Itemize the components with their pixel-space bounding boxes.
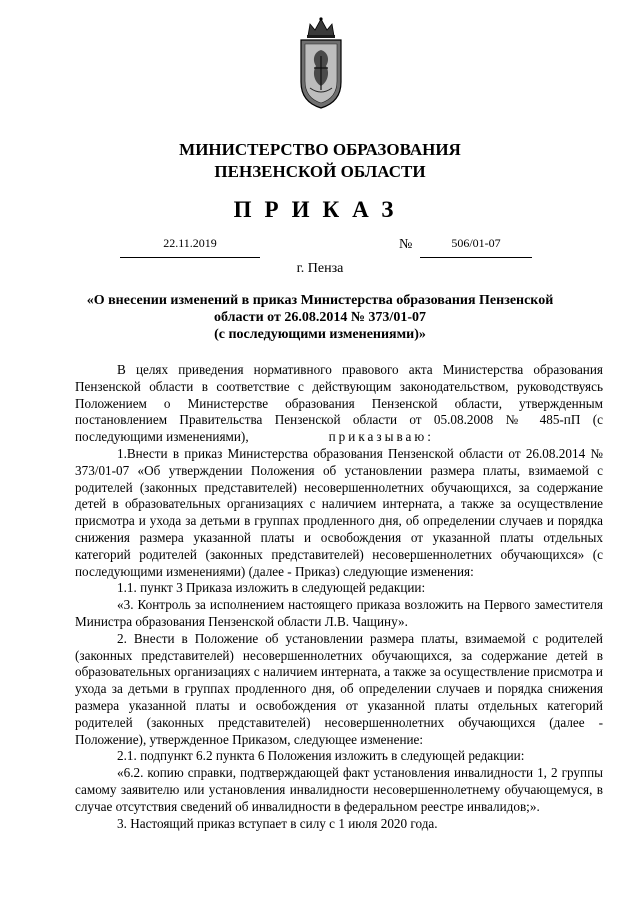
- clause-1: 1.Внести в приказ Министерства образования Пензенской области от 26.08.2014 № 373/01-07 «Об утверждении Положения об установлении размера платы, взимаемой с родителей (законных представителей) несовершеннолетних обучающихся, за содержание детей в образовательных организациях с наличием интерната, а также за осуществление присмотра и ухода за детьми в группах продленного дня, об определении случаев и порядка снижения размера указанной платы и освобождения от указанной платы отдельных категорий родителей (законных представителей) несовершеннолетних обучающихся» (с последующими изменениями) (далее - Приказ) следующие изменения:: [75, 445, 603, 579]
- clause-1-1: 1.1. пункт 3 Приказа изложить в следующей редакции:: [117, 580, 426, 596]
- order-title-line-3: (с последующими изменениями)»: [214, 327, 426, 342]
- number-underline: [420, 257, 532, 258]
- number-sign: №: [399, 237, 413, 252]
- order-title-line-1: «О внесении изменений в приказ Министерства образования Пензенской: [86, 293, 554, 308]
- clause-2-1: 2.1. подпункт 6.2 пункта 6 Положения изложить в следующей редакции:: [117, 748, 525, 764]
- ministry-name-line-1: МИНИСТЕРСТВО ОБРАЗОВАНИЯ: [179, 140, 461, 159]
- order-number: 506/01-07: [451, 236, 501, 250]
- date-underline: [120, 257, 260, 258]
- document-type-heading: ПРИКАЗ: [233, 197, 407, 222]
- order-title: [60, 292, 580, 343]
- penza-region-coat-of-arms-icon: [296, 16, 346, 110]
- order-word: приказываю:: [328, 429, 434, 445]
- clause-3: 3. Настоящий приказ вступает в силу с 1 июля 2020 года.: [117, 815, 438, 831]
- order-body: [75, 362, 603, 832]
- order-title-line-2: области от 26.08.2014 № 373/01-07: [214, 310, 426, 325]
- preamble-text: В целях приведения нормативного правового акта Министерства образования Пензенской области в соответствие с действующим законодательством, руководствуясь Положением о Министерстве образования Пензенской области, утвержденным постановлением Правительства Пензенской области от 05.08.2008 № 485-пП (с последующими изменениями),: [75, 362, 603, 445]
- preamble-paragraph: [75, 362, 603, 446]
- order-date: 22.11.2019: [163, 236, 217, 250]
- city: г. Пенза: [296, 261, 344, 276]
- clause-2-1-text: «6.2. копию справки, подтверждающей факт установления инвалидности 1, 2 группы самому заявителю или установления инвалидности несовершеннолетнему обучающемуся, в случае отсутствия сведений об инвалидности в федеральном реестре инвалидов;».: [75, 765, 603, 814]
- clause-2: 2. Внести в Положение об установлении размера платы, взимаемой с родителей (законных представителей) несовершеннолетних обучающихся, за содержание детей в образовательных организациях с наличием интерната, а также за осуществление присмотра и ухода за детьми в группах продленного дня, об определении случаев и порядка снижения размера указанной платы и освобождения от указанной платы отдельных категорий родителей (законных представителей) несовершеннолетних обучающихся (далее - Положение), утвержденное Приказом, следующее изменение:: [75, 630, 603, 747]
- ministry-name-line-2: ПЕНЗЕНСКОЙ ОБЛАСТИ: [214, 162, 426, 181]
- clause-1-1-text: «3. Контроль за исполнением настоящего приказа возложить на Первого заместителя Министра образования Пензенской области Л.В. Чащину».: [75, 597, 603, 629]
